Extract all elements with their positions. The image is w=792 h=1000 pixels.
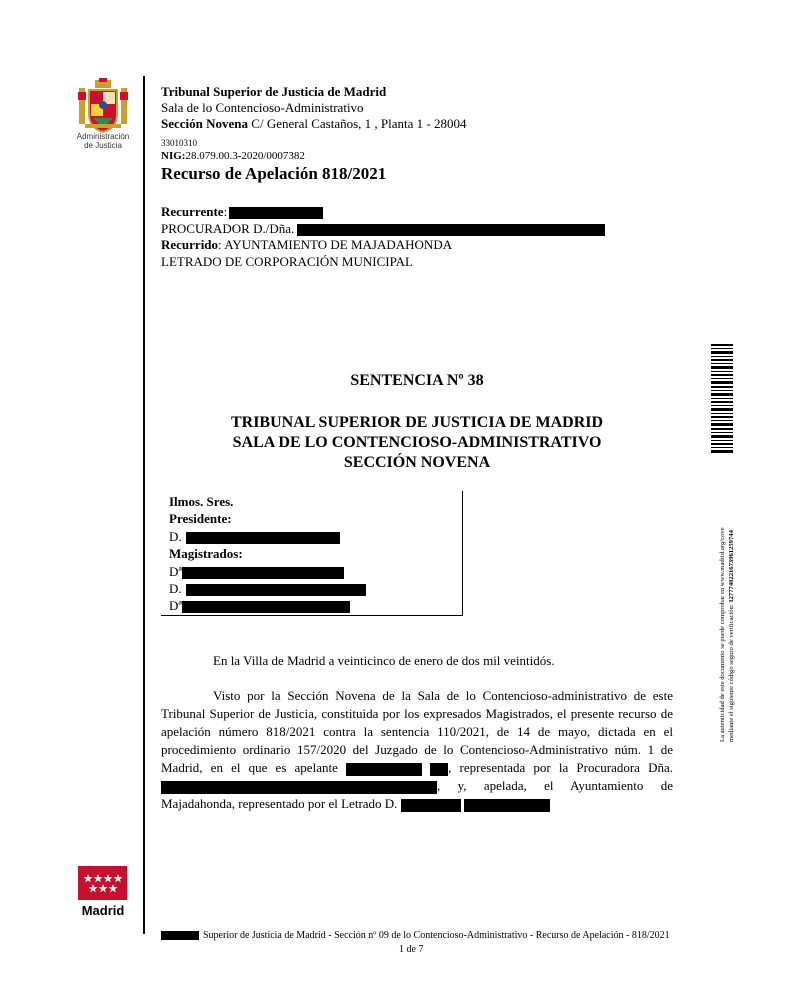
verification-line2 [728, 529, 735, 742]
redaction [186, 532, 340, 544]
footer-text-content: Superior de Justicia de Madrid - Sección nº 09 de lo Contencioso-Administrativo - Recurso de Apelación - 818/2021 [203, 930, 670, 941]
pres-prefix: D. [169, 529, 182, 544]
address: C/ General Castaños, 1 , Planta 1 - 28004 [248, 116, 467, 131]
redaction [229, 207, 323, 219]
caption-line2: de Justicia [84, 141, 122, 150]
recurrido-line [161, 237, 605, 254]
recurrente-label: Recurrente [161, 204, 224, 219]
barcode-icon [711, 344, 733, 454]
para-part1: Visto por la Sección Novena de la Sala de lo Contencioso-administrativo de este Tribunal Superior de Justicia, constituida por los expresados Magistrados, el presente recurso de apelación número 818/2021 contra la sentencia 110/2021, de 14 de mayo, dictada en el procedimiento ordinario 157/2020 del Juzgado de lo Contencioso-Administrativo núm. 1 de Madrid, en el que es apelante [161, 688, 673, 775]
redaction [182, 601, 350, 613]
procurador-line [161, 221, 605, 238]
court-name: Tribunal Superior de Justicia de Madrid [161, 84, 387, 99]
verification-line1: La autenticidad de este documento se puede comprobar en www.madrid.org/cove [719, 527, 726, 742]
redaction [161, 931, 199, 940]
presidente-row [169, 528, 340, 545]
magistrado-row-3 [169, 597, 350, 614]
sentencia-title: SENTENCIA Nº 38 [350, 372, 484, 389]
redaction [161, 781, 437, 794]
magistrados-label: Magistrados: [169, 546, 243, 561]
place-date: En la Villa de Madrid a veinticinco de enero de dos mil veintidós. [213, 653, 555, 668]
redaction [401, 799, 461, 812]
recurrido-label: Recurrido [161, 237, 219, 252]
ilmos-label: Ilmos. Sres. [169, 494, 234, 509]
caption-line1: Administración [76, 132, 130, 141]
seccion-address [161, 116, 466, 132]
recurrente-line [161, 204, 605, 221]
nig [161, 148, 305, 164]
verification-code: 1277740221673961259744 [728, 530, 735, 603]
nig-label: NIG: [161, 150, 186, 162]
procurador-label: PROCURADOR D./Dña. [161, 220, 295, 236]
mag1-prefix: Dª [169, 564, 182, 579]
verification-prefix: mediante el siguiente código seguro de verificación: [728, 602, 735, 742]
seccion-name: Sección Novena [161, 116, 249, 131]
recurso-title: Recurso de Apelación 818/2021 [161, 164, 387, 183]
redaction [297, 224, 605, 236]
verification-text [716, 462, 736, 742]
magistrado-row-1 [169, 563, 344, 580]
madrid-flag-icon [78, 866, 127, 900]
mag2-prefix: D. [169, 581, 182, 596]
presidente-label: Presidente: [169, 511, 232, 526]
administracion-justicia-caption [70, 132, 136, 150]
spanish-coat-of-arms-icon [75, 78, 131, 136]
redaction [430, 763, 448, 776]
para-part2: , representada por la Procuradora Dña. [448, 760, 674, 775]
heading-line3: SECCIÓN NOVENA [343, 454, 491, 471]
letrado-line: LETRADO DE CORPORACIÓN MUNICIPAL [161, 253, 413, 269]
margin-rule [143, 76, 145, 934]
document-code: 33010310 [161, 138, 197, 148]
recurrente-sep: : [223, 204, 228, 219]
redaction [346, 763, 422, 776]
redaction [464, 799, 550, 812]
madrid-label: Madrid [81, 903, 125, 918]
nig-value: 28.079.00.3-2020/0007382 [185, 150, 305, 162]
judges-box [161, 491, 463, 616]
court-heading [161, 413, 673, 473]
redaction [182, 567, 344, 579]
para-part3: , y, apelada, el Ayuntamiento de Majadahonda, representado por el Letrado D. [161, 778, 673, 811]
page-footer [161, 929, 689, 955]
mag3-prefix: Dª [169, 598, 182, 613]
heading-line2: SALA DE LO CONTENCIOSO-ADMINISTRATIVO [232, 434, 602, 451]
page-number: 1 de 7 [399, 944, 424, 955]
heading-line1: TRIBUNAL SUPERIOR DE JUSTICIA DE MADRID [230, 414, 604, 431]
redaction [186, 584, 366, 596]
recurrido-value: : AYUNTAMIENTO DE MAJADAHONDA [218, 237, 453, 252]
parties-block [161, 204, 605, 270]
footer-text [161, 929, 689, 943]
magistrado-row-2 [169, 580, 366, 597]
visto-paragraph [161, 687, 673, 813]
sala-name: Sala de lo Contencioso-Administrativo [161, 100, 364, 115]
